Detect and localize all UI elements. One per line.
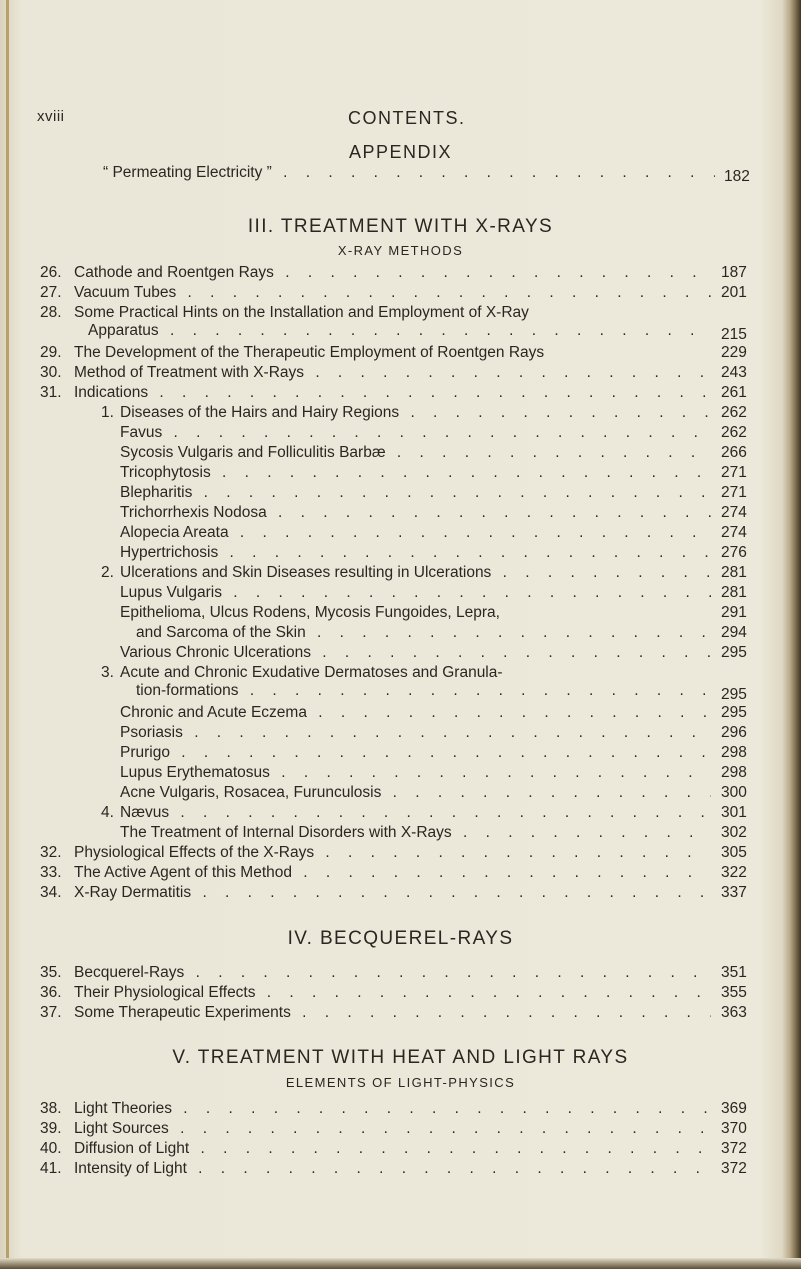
toc-entry-number: 34. <box>40 884 62 901</box>
toc-entry-number: 39. <box>40 1120 62 1137</box>
section-5-subheading: ELEMENTS OF LIGHT-PHYSICS <box>285 1075 516 1090</box>
toc-subentry-continuation <box>120 682 765 700</box>
toc-entry-title: Light Theories . . . <box>74 1100 711 1118</box>
toc-entry-title: Vacuum Tubes . . . <box>74 284 711 302</box>
toc-subentry <box>120 544 765 562</box>
toc-subentry-title: Blepharitis . . . <box>120 484 711 502</box>
toc-subentry <box>120 504 765 522</box>
section-3-subheading: X-RAY METHODS <box>337 243 464 258</box>
toc-entry-continuation <box>40 322 765 340</box>
toc-subentry <box>120 784 765 802</box>
toc-entry-number: 33. <box>40 864 62 881</box>
toc-entry <box>40 884 765 902</box>
toc-subentry <box>120 824 765 842</box>
toc-entry <box>40 1140 765 1158</box>
toc-subentry-title: Diseases of the Hairs and Hairy Regions . . . <box>120 404 711 422</box>
toc-subentry-title-continued: tion-formations . . . <box>136 682 711 700</box>
toc-subentry-page: 281 <box>721 564 747 581</box>
toc-entry-page: 351 <box>721 964 747 981</box>
toc-entry <box>40 1160 765 1178</box>
toc-subentry <box>120 704 765 722</box>
toc-subentry <box>120 424 765 442</box>
toc-entry-appendix <box>103 164 768 182</box>
toc-entry <box>40 984 765 1002</box>
toc-subentry <box>120 584 765 602</box>
toc-entry-title: Indications . . . <box>74 384 711 402</box>
toc-subentry-page: 295 <box>721 686 747 700</box>
toc-subentry-title: Lupus Erythematosus . . . <box>120 764 711 782</box>
section-5-heading: V. TREATMENT WITH HEAT AND LIGHT RAYS <box>172 1047 629 1068</box>
toc-entry-page: 337 <box>721 884 747 901</box>
toc-entry-title: Some Practical Hints on the Installation and Employment of X-Ray <box>74 304 529 321</box>
toc-entry-page: 372 <box>721 1160 747 1177</box>
toc-entry-number: 28. <box>40 304 62 321</box>
toc-subentry <box>120 484 765 502</box>
toc-subentry-title: Tricophytosis . . . <box>120 464 711 482</box>
toc-subentry <box>101 564 765 582</box>
toc-subentry-title: Prurigo . . . <box>120 744 711 762</box>
toc-subentry-title: Acne Vulgaris, Rosacea, Furunculosis . . . <box>120 784 711 802</box>
toc-entry-page: 261 <box>721 384 747 401</box>
toc-entry-title: Intensity of Light . . . <box>74 1160 711 1178</box>
toc-entry-page: 215 <box>721 326 747 340</box>
toc-subentry-page: 262 <box>721 404 747 421</box>
toc-entry-number: 40. <box>40 1140 62 1157</box>
toc-subentry-page: 295 <box>721 704 747 721</box>
toc-subentry-number: 4. <box>101 804 114 821</box>
toc-entry <box>40 864 765 882</box>
toc-entry-number: 27. <box>40 284 62 301</box>
toc-subentry <box>120 724 765 742</box>
toc-subentry <box>120 744 765 762</box>
section-4-heading: IV. BECQUEREL-RAYS <box>287 928 514 949</box>
toc-subentry-page: 295 <box>721 644 747 661</box>
toc-entry-title: The Development of the Therapeutic Employment of Roentgen Rays <box>74 344 545 361</box>
toc-subentry-page: 271 <box>721 464 747 481</box>
toc-subentry-page: 271 <box>721 484 747 501</box>
toc-entry-number: 31. <box>40 384 62 401</box>
toc-subentry-title: Alopecia Areata . . . <box>120 524 711 542</box>
toc-subentry-page: 262 <box>721 424 747 441</box>
appendix-heading: APPENDIX <box>348 142 453 162</box>
page-bottom-edge <box>0 1258 801 1269</box>
toc-entry-page: 363 <box>721 1004 747 1021</box>
toc-subentry-title: Sycosis Vulgaris and Folliculitis Barbæ . . . <box>120 444 711 462</box>
toc-subentry <box>120 444 765 462</box>
toc-entry-page: 355 <box>721 984 747 1001</box>
toc-entry <box>40 1120 765 1138</box>
toc-subentry-page: 291 <box>721 604 747 621</box>
toc-subentry-number: 2. <box>101 564 114 581</box>
toc-subentry-number: 3. <box>101 664 114 681</box>
toc-subentry-title: The Treatment of Internal Disorders with X-Rays . . . <box>120 824 711 842</box>
toc-subentry <box>101 404 765 422</box>
toc-entry-page: 182 <box>724 168 750 182</box>
toc-subentry-title: Favus . . . <box>120 424 711 442</box>
toc-subentry-title-continued: and Sarcoma of the Skin . . . <box>136 624 711 642</box>
toc-subentry-title: Chronic and Acute Eczema . . . <box>120 704 711 722</box>
toc-entry-page: 370 <box>721 1120 747 1137</box>
toc-subentry-page: 300 <box>721 784 747 801</box>
toc-entry-page: 201 <box>721 284 747 301</box>
toc-subentry <box>120 764 765 782</box>
toc-subentry-continuation <box>120 624 765 642</box>
toc-entry <box>40 964 765 982</box>
toc-entry-number: 38. <box>40 1100 62 1117</box>
toc-entry-title: Some Therapeutic Experiments . . . <box>74 1004 711 1022</box>
toc-entry-title: “ Permeating Electricity ” . . . <box>103 164 715 182</box>
toc-subentry-page: 276 <box>721 544 747 561</box>
toc-subentry-title: Various Chronic Ulcerations . . . <box>120 644 711 662</box>
page-number: xviii <box>37 108 65 125</box>
toc-entry-number: 29. <box>40 344 62 361</box>
toc-subentry <box>120 524 765 542</box>
toc-subentry-page: 266 <box>721 444 747 461</box>
toc-entry-title: X-Ray Dermatitis . . . <box>74 884 711 902</box>
toc-entry <box>40 364 765 382</box>
toc-subentry-title: Acute and Chronic Exudative Dermatoses and Granula- <box>120 664 503 681</box>
toc-entry <box>40 304 765 322</box>
toc-entry-number: 37. <box>40 1004 62 1021</box>
toc-entry-title: Diffusion of Light . . . <box>74 1140 711 1158</box>
toc-subentry-title: Lupus Vulgaris . . . <box>120 584 711 602</box>
toc-entry <box>40 264 765 282</box>
toc-subentry-page: 302 <box>721 824 747 841</box>
toc-subentry-page: 298 <box>721 744 747 761</box>
toc-entry-number: 41. <box>40 1160 62 1177</box>
toc-subentry <box>101 664 765 682</box>
toc-subentry-page: 296 <box>721 724 747 741</box>
toc-entry-title: Light Sources . . . <box>74 1120 711 1138</box>
toc-subentry-title: Nævus . . . <box>120 804 711 822</box>
toc-entry-number: 26. <box>40 264 62 281</box>
section-3-heading: III. TREATMENT WITH X-RAYS <box>247 216 554 237</box>
toc-entry <box>40 284 765 302</box>
toc-entry-page: 369 <box>721 1100 747 1117</box>
toc-subentry-page: 301 <box>721 804 747 821</box>
toc-subentry-page: 281 <box>721 584 747 601</box>
toc-entry-title: Method of Treatment with X-Rays . . . <box>74 364 711 382</box>
toc-entry <box>40 844 765 862</box>
toc-entry <box>40 384 765 402</box>
toc-subentry-title: Psoriasis . . . <box>120 724 711 742</box>
toc-entry <box>40 1100 765 1118</box>
toc-entry-title: Becquerel-Rays . . . <box>74 964 711 982</box>
toc-subentry-page: 274 <box>721 524 747 541</box>
toc-entry-page: 305 <box>721 844 747 861</box>
toc-entry-page: 187 <box>721 264 747 281</box>
toc-entry-number: 32. <box>40 844 62 861</box>
toc-entry <box>40 344 765 362</box>
toc-entry-page: 243 <box>721 364 747 381</box>
toc-subentry <box>120 464 765 482</box>
toc-subentry-title: Epithelioma, Ulcus Rodens, Mycosis Fungoides, Lepra, <box>120 604 500 621</box>
toc-subentry-number: 1. <box>101 404 114 421</box>
toc-entry-title-continued: Apparatus . . . <box>88 322 711 340</box>
toc-entry-number: 36. <box>40 984 62 1001</box>
toc-entry-page: 372 <box>721 1140 747 1157</box>
toc-subentry <box>101 804 765 822</box>
toc-subentry <box>120 604 765 622</box>
toc-subentry <box>120 644 765 662</box>
toc-entry-title: Physiological Effects of the X-Rays . . . <box>74 844 711 862</box>
toc-subentry-page: 294 <box>721 624 747 641</box>
toc-subentry-title: Hypertrichosis . . . <box>120 544 711 562</box>
toc-entry-title: Cathode and Roentgen Rays . . . <box>74 264 711 282</box>
toc-entry-page: 322 <box>721 864 747 881</box>
toc-entry-title: Their Physiological Effects . . . <box>74 984 711 1002</box>
toc-entry-page: 229 <box>721 344 747 361</box>
toc-subentry-title: Ulcerations and Skin Diseases resulting in Ulcerations . . . <box>120 564 711 582</box>
toc-entry-number: 35. <box>40 964 62 981</box>
toc-subentry-page: 274 <box>721 504 747 521</box>
toc-entry-number: 30. <box>40 364 62 381</box>
toc-subentry-title: Trichorrhexis Nodosa . . . <box>120 504 711 522</box>
toc-entry-title: The Active Agent of this Method . . . <box>74 864 711 882</box>
toc-entry <box>40 1004 765 1022</box>
toc-subentry-page: 298 <box>721 764 747 781</box>
running-title: CONTENTS. <box>348 108 466 128</box>
